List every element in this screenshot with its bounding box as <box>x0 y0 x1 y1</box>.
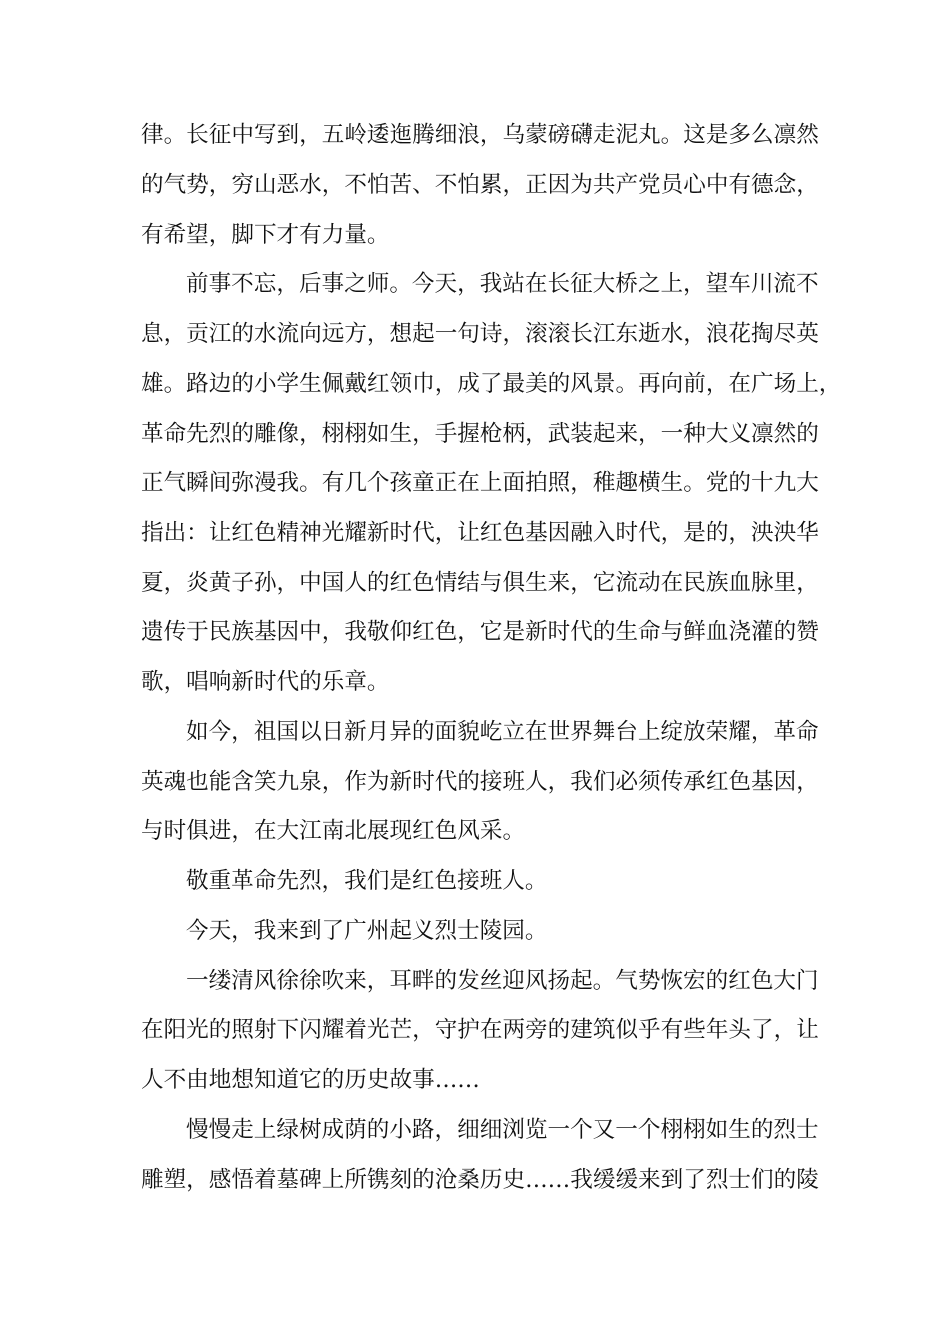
text-line: 今天，我来到了广州起义烈士陵园。 <box>186 918 548 944</box>
text-line: 夏，炎黄子孙，中国人的红色情结与俱生来，它流动在民族血脉里， <box>141 570 819 596</box>
text-line: 雄。路边的小学生佩戴红领巾，成了最美的风景。再向前，在广场上， <box>141 371 842 397</box>
text-line: 人不由地想知道它的历史故事…… <box>141 1067 480 1093</box>
text-line: 前事不忘，后事之师。今天，我站在长征大桥之上，望车川流不 <box>186 271 819 297</box>
text-line: 如今，祖国以日新月异的面貌屹立在世界舞台上绽放荣耀，革命 <box>186 719 819 745</box>
text-line: 一缕清风徐徐吹来，耳畔的发丝迎风扬起。气势恢宏的红色大门 <box>186 968 819 994</box>
text-line: 革命先烈的雕像，栩栩如生，手握枪柄，武装起来，一种大义凛然的 <box>141 421 819 447</box>
text-line: 指出：让红色精神光耀新时代，让红色基因融入时代，是的，泱泱华 <box>141 520 819 546</box>
text-line: 在阳光的照射下闪耀着光芒，守护在两旁的建筑似乎有些年头了，让 <box>141 1017 819 1043</box>
text-line: 与时俱进，在大江南北展现红色风采。 <box>141 818 526 844</box>
text-line: 歌，唱响新时代的乐章。 <box>141 669 390 695</box>
text-line: 正气瞬间弥漫我。有几个孩童正在上面拍照，稚趣横生。党的十九大 <box>141 470 819 496</box>
text-line: 敬重革命先烈，我们是红色接班人。 <box>186 868 548 894</box>
text-line: 雕塑，感悟着墓碑上所镌刻的沧桑历史……我缓缓来到了烈士们的陵 <box>141 1167 819 1193</box>
text-line: 律。长征中写到，五岭逶迤腾细浪，乌蒙磅礴走泥丸。这是多么凛然 <box>141 122 819 148</box>
text-line: 息，贡江的水流向远方，想起一句诗，滚滚长江东逝水，浪花掏尽英 <box>141 321 819 347</box>
text-line: 有希望，脚下才有力量。 <box>141 222 390 248</box>
text-line: 的气势，穷山恶水，不怕苦、不怕累，正因为共产党员心中有德念， <box>141 172 819 198</box>
text-line: 遗传于民族基因中，我敬仰红色，它是新时代的生命与鲜血浇灌的赞 <box>141 619 819 645</box>
text-line: 慢慢走上绿树成荫的小路，细细浏览一个又一个栩栩如生的烈士 <box>186 1117 819 1143</box>
text-line: 英魂也能含笑九泉，作为新时代的接班人，我们必须传承红色基因， <box>141 769 819 795</box>
